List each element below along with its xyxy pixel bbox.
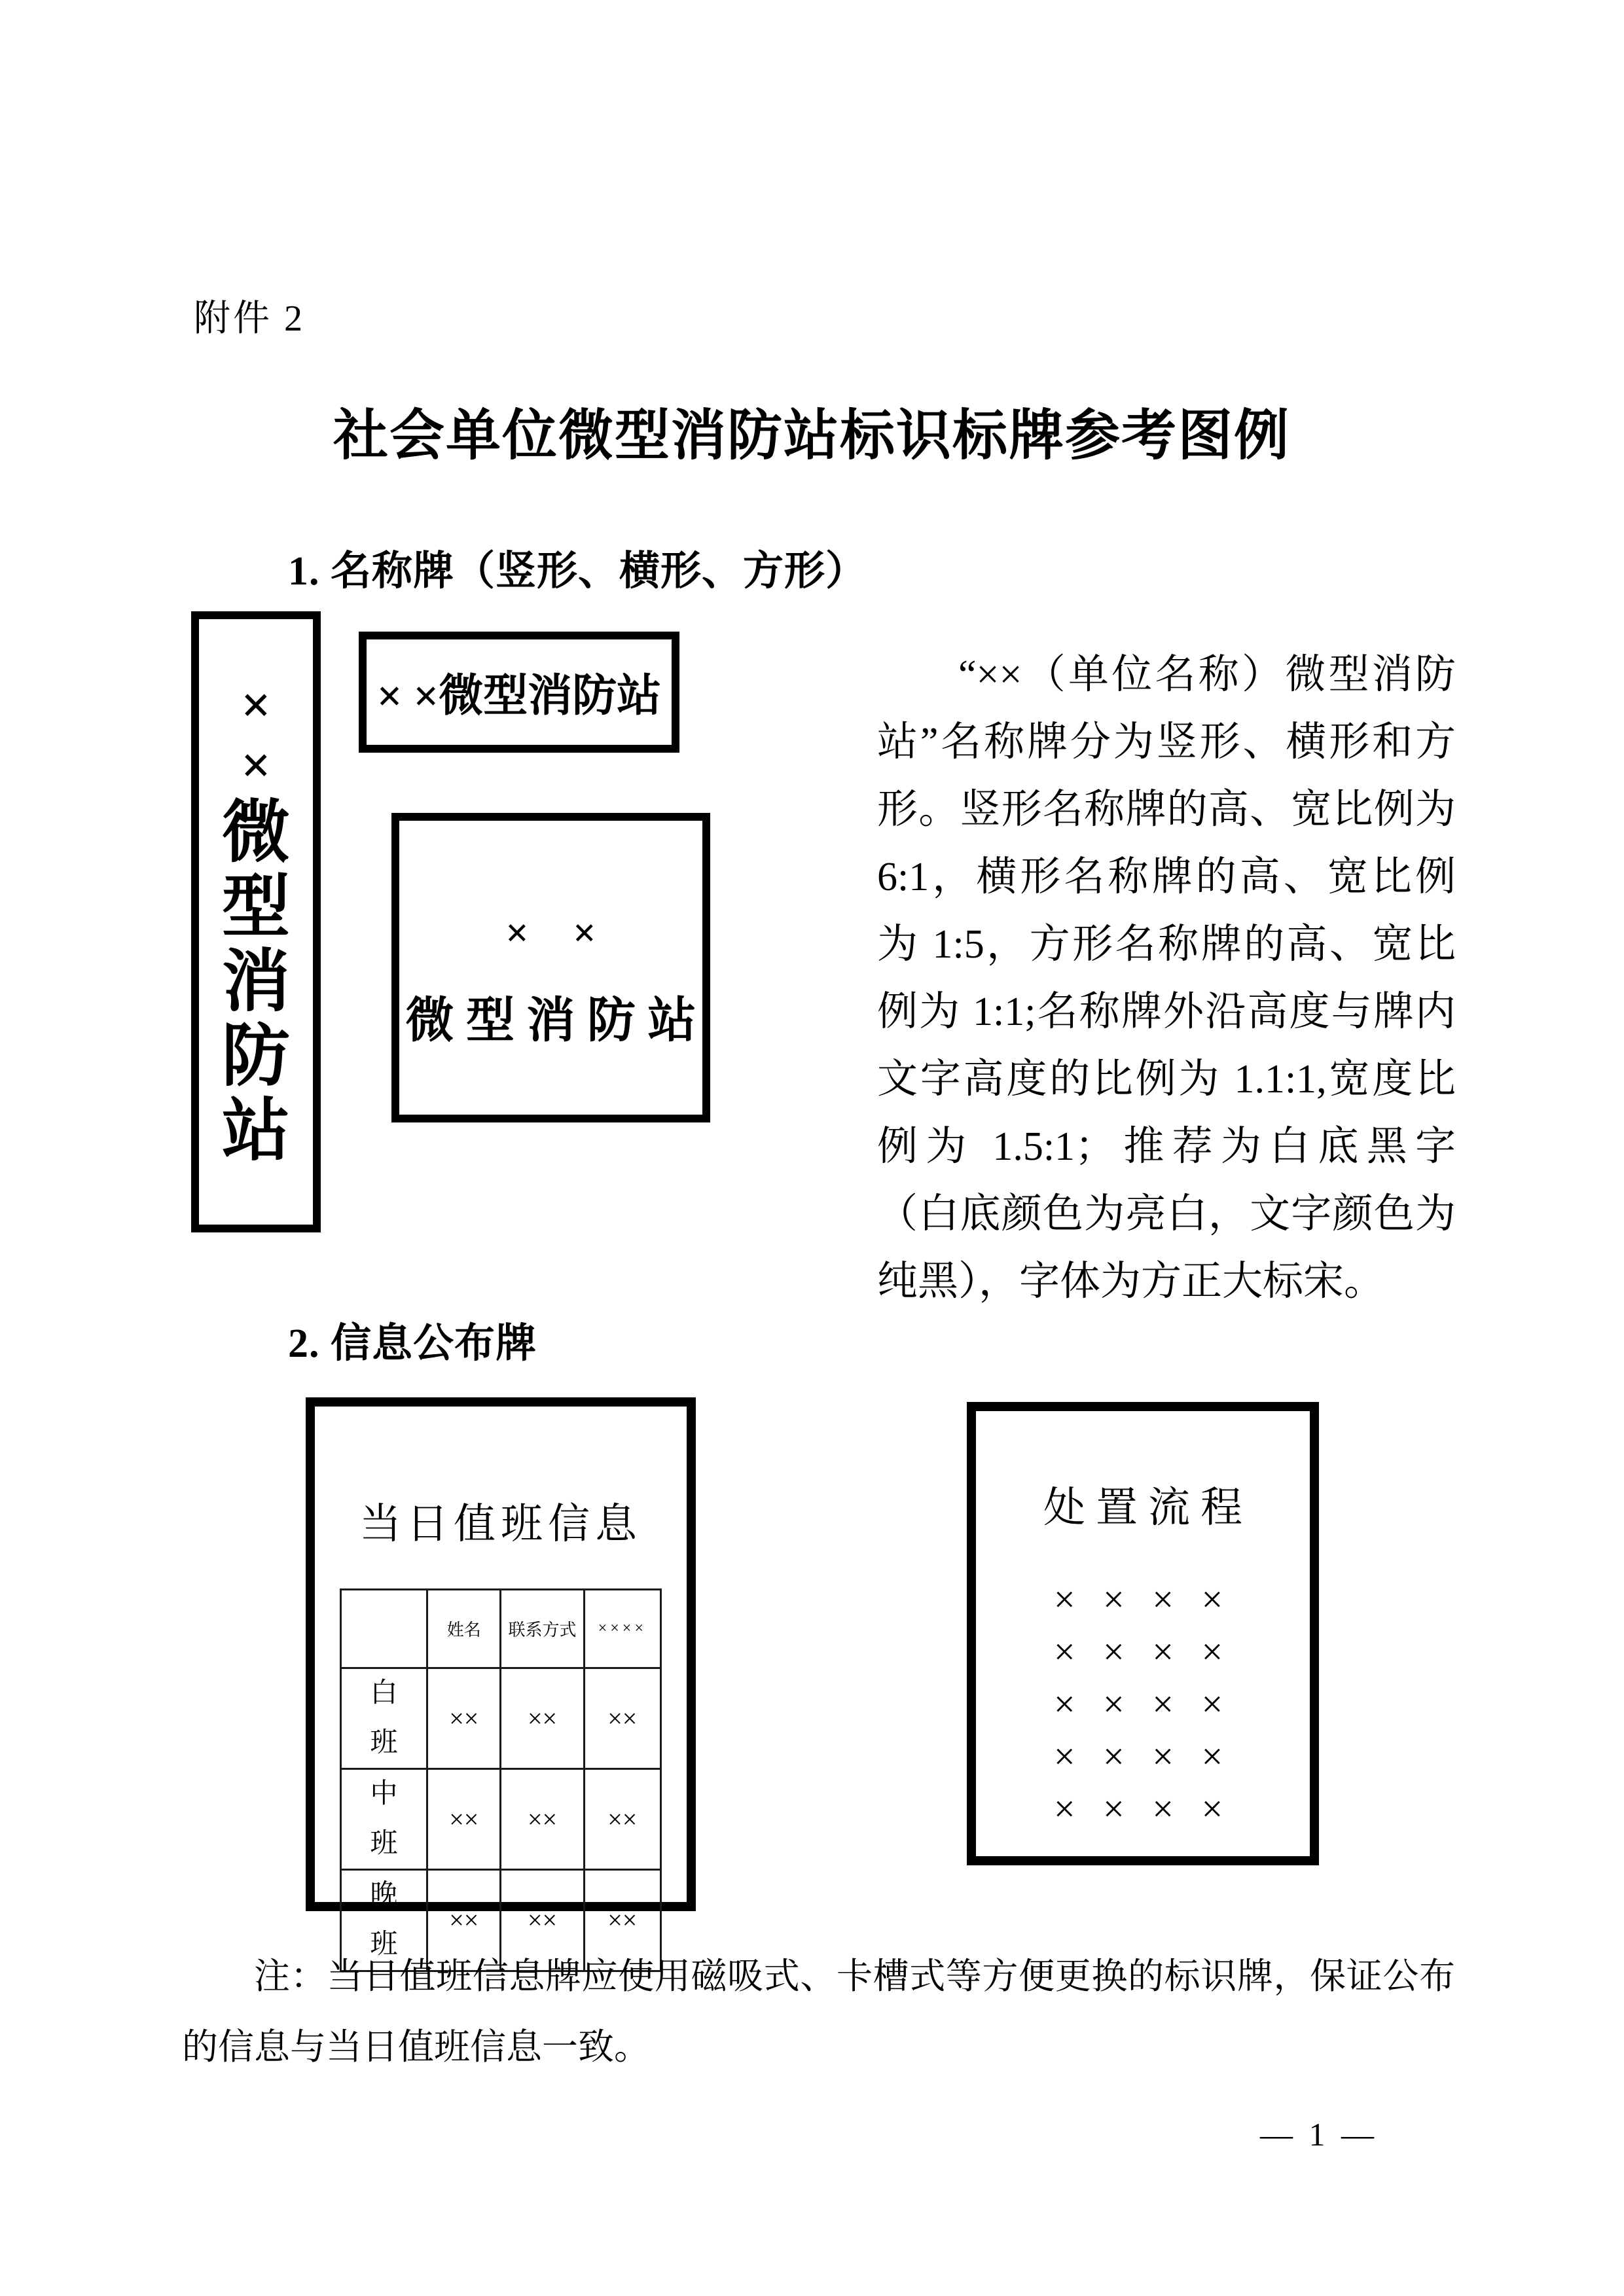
duty-header-xxxx: ××××	[584, 1590, 660, 1668]
duty-header-name: 姓名	[427, 1590, 501, 1668]
duty-board-title: 当日值班信息	[359, 1501, 642, 1547]
process-row: × × × ×	[1053, 1787, 1233, 1830]
note-text: 注：当日值班信息牌应使用磁吸式、卡槽式等方便更换的标识牌，保证公布的信息与当日值班信息一致。	[182, 1956, 1455, 2067]
vertical-name-plate	[191, 611, 321, 1232]
duty-cell: ××	[427, 1769, 501, 1870]
duty-cell: ××	[427, 1870, 501, 1971]
duty-row-label: 白班	[370, 1678, 398, 1758]
duty-info-board	[306, 1397, 696, 1960]
vertical-plate-char: 型	[221, 869, 290, 945]
process-row: × × × ×	[1053, 1630, 1233, 1673]
duty-row-label: 晚班	[370, 1880, 398, 1960]
vertical-plate-char: ×	[241, 736, 271, 795]
table-row	[341, 1769, 661, 1870]
square-name-plate	[391, 813, 710, 1122]
square-plate-line1: × ×	[505, 911, 613, 956]
process-row: × × × ×	[1053, 1578, 1233, 1621]
table-row	[341, 1668, 661, 1769]
vertical-plate-char: 站	[221, 1093, 290, 1169]
process-row: × × × ×	[1053, 1683, 1233, 1725]
duty-cell: ××	[501, 1668, 584, 1769]
horizontal-plate-text: × ×微型消防站	[376, 671, 662, 721]
duty-cell: ××	[501, 1769, 584, 1870]
vertical-plate-char: 防	[221, 1018, 290, 1094]
attachment-label: 附件 2	[194, 298, 305, 339]
page-title: 社会单位微型消防站标识标牌参考图例	[333, 406, 1290, 467]
duty-cell: ××	[584, 1870, 660, 1971]
duty-table	[340, 1588, 662, 1972]
name-plate-description: “××（单位名称）微型消防站”名称牌分为竖形、横形和方形。竖形名称牌的高、宽比例为 6:1，横形名称牌的高、宽比例为 1:5，方形名称牌的高、宽比例为 1:1;名称牌外沿高度与牌内文字高度的比例为 1.1:1,宽度比例为 1.5:1；推荐为白底黑字（白底颜色为亮白，文字颜色为纯黑），字体为方正大标宋。	[877, 653, 1456, 1304]
section1-heading: 1. 名称牌（竖形、横形、方形）	[288, 549, 867, 594]
duty-row-label: 中班	[370, 1779, 398, 1859]
duty-cell: ××	[427, 1668, 501, 1769]
process-board-rows	[976, 1573, 1310, 1835]
duty-cell: ××	[584, 1769, 660, 1870]
process-board-title: 处置流程	[1043, 1484, 1253, 1531]
duty-cell: ××	[501, 1870, 584, 1971]
duty-header-empty	[341, 1590, 427, 1668]
process-row: × × × ×	[1053, 1735, 1233, 1778]
duty-table-header-row	[341, 1590, 661, 1668]
vertical-plate-char: ×	[241, 676, 271, 734]
section2-heading: 2. 信息公布牌	[288, 1321, 537, 1366]
duty-header-contact: 联系方式	[501, 1590, 584, 1668]
duty-cell: ××	[584, 1668, 660, 1769]
process-board	[967, 1402, 1319, 1865]
square-plate-line2: 微 型 消 防 站	[405, 994, 696, 1048]
vertical-plate-char: 微	[221, 795, 290, 870]
vertical-plate-char: 消	[221, 944, 290, 1020]
horizontal-name-plate	[359, 632, 679, 753]
page-number: — 1 —	[1260, 2116, 1378, 2153]
